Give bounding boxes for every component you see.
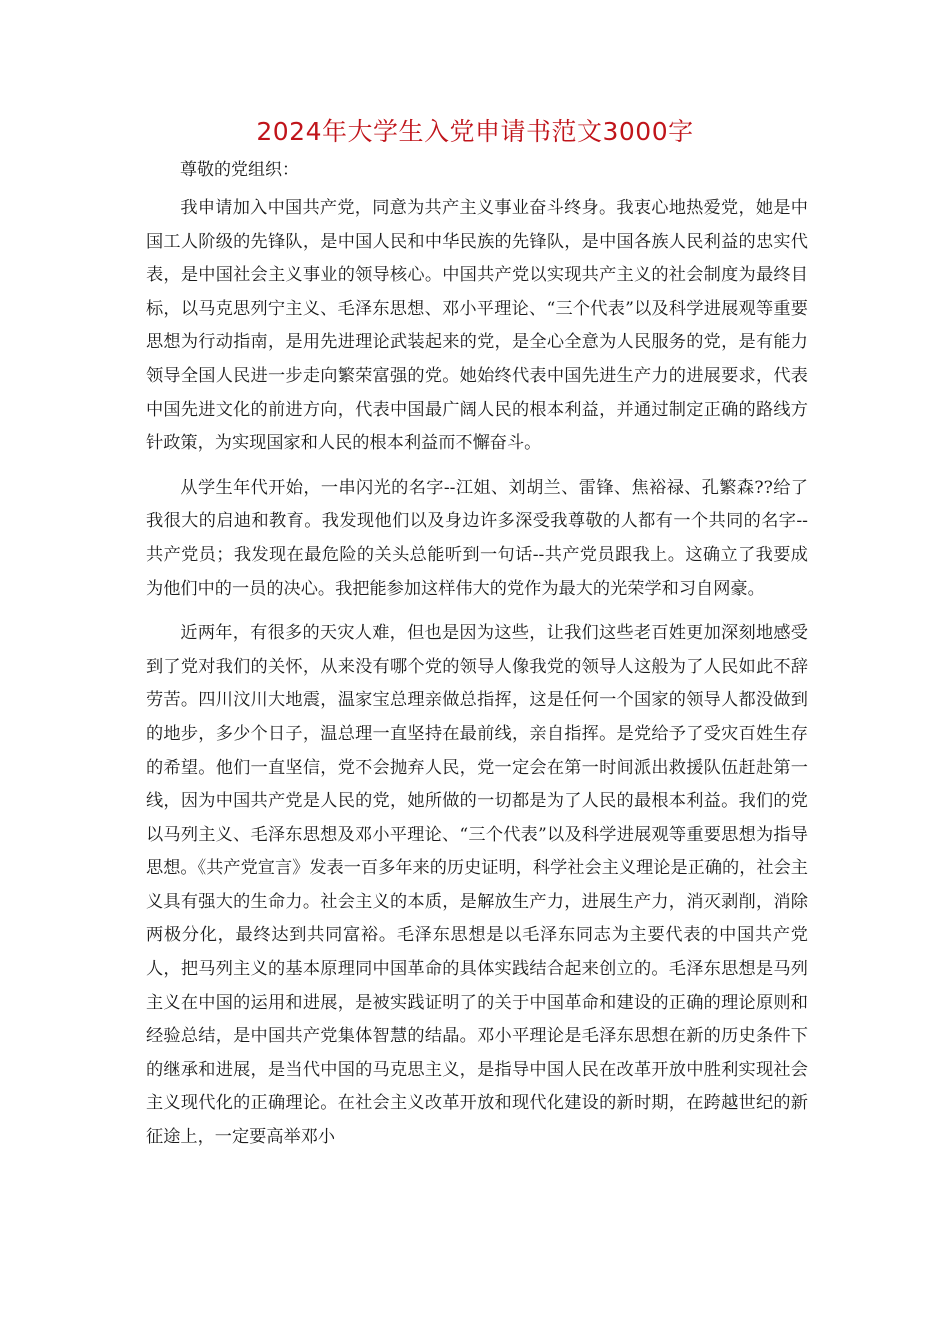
paragraph-2: 从学生年代开始，一串闪光的名字--江姐、刘胡兰、雷锋、焦裕禄、孔繁森??给了我很大的启迪和教育。我发现他们以及身边许多深受我尊敬的人都有一个共同的名字--共产党员；我发现在最危险的关头总能听到一句话--共产党员跟我上。这确立了我要成为他们中的一员的决心。我把能参加这样伟大的党作为最大的光荣学和习自网豪。 xyxy=(146,477,808,599)
document-title: 2024年大学生入党申请书范文3000字 xyxy=(256,117,694,146)
document-body xyxy=(146,192,808,1166)
salutation: 尊敬的党组织： xyxy=(180,160,299,180)
paragraph-1: 我申请加入中国共产党，同意为共产主义事业奋斗终身。我衷心地热爱党，她是中国工人阶级的先锋队，是中国人民和中华民族的先锋队，是中国各族人民利益的忠实代表，是中国社会主义事业的领导核心。中国共产党以实现共产主义的社会制度为最终目标，以马克思列宁主义、毛泽东思想、邓小平理论、“三个代表”以及科学进展观等重要思想为行动指南，是用先进理论武装起来的党，是全心全意为人民服务的党，是有能力领导全国人民进一步走向繁荣富强的党。她始终代表中国先进生产力的进展要求，代表中国先进文化的前进方向，代表中国最广阔人民的根本利益，并通过制定正确的路线方针政策，为实现国家和人民的根本利益而不懈奋斗。 xyxy=(146,198,808,454)
paragraph-3: 近两年，有很多的天灾人难，但也是因为这些，让我们这些老百姓更加深刻地感受到了党对我们的关怀，从来没有哪个党的领导人像我党的领导人这般为了人民如此不辞劳苦。四川汶川大地震，温家宝总理亲做总指挥，这是任何一个国家的领导人都没做到的地步，多少个日子，温总理一直坚持在最前线，亲自指挥。是党给予了受灾百姓生存的希望。他们一直坚信，党不会抛弃人民，党一定会在第一时间派出救援队伍赶赴第一线，因为中国共产党是人民的党，她所做的一切都是为了人民的最根本利益。我们的党以马列主义、毛泽东思想及邓小平理论、“三个代表”以及科学进展观等重要思想为指导思想。《共产党宣言》发表一百多年来的历史证明，科学社会主义理论是正确的，社会主义具有强大的生命力。社会主义的本质，是解放生产力，进展生产力，消灭剥削，消除两极分化，最终达到共同富裕。毛泽东思想是以毛泽东同志为主要代表的中国共产党人，把马列主义的基本原理同中国革命的具体实践结合起来创立的。毛泽东思想是马列主义在中国的运用和进展，是被实践证明了的关于中国革命和建设的正确的理论原则和经验总结，是中国共产党集体智慧的结晶。邓小平理论是毛泽东思想在新的历史条件下的继承和进展，是当代中国的马克思主义，是指导中国人民在改革开放中胜利实现社会主义现代化的正确理论。在社会主义改革开放和现代化建设的新时期，在跨越世纪的新征途上，一定要高举邓小 xyxy=(146,623,808,1148)
